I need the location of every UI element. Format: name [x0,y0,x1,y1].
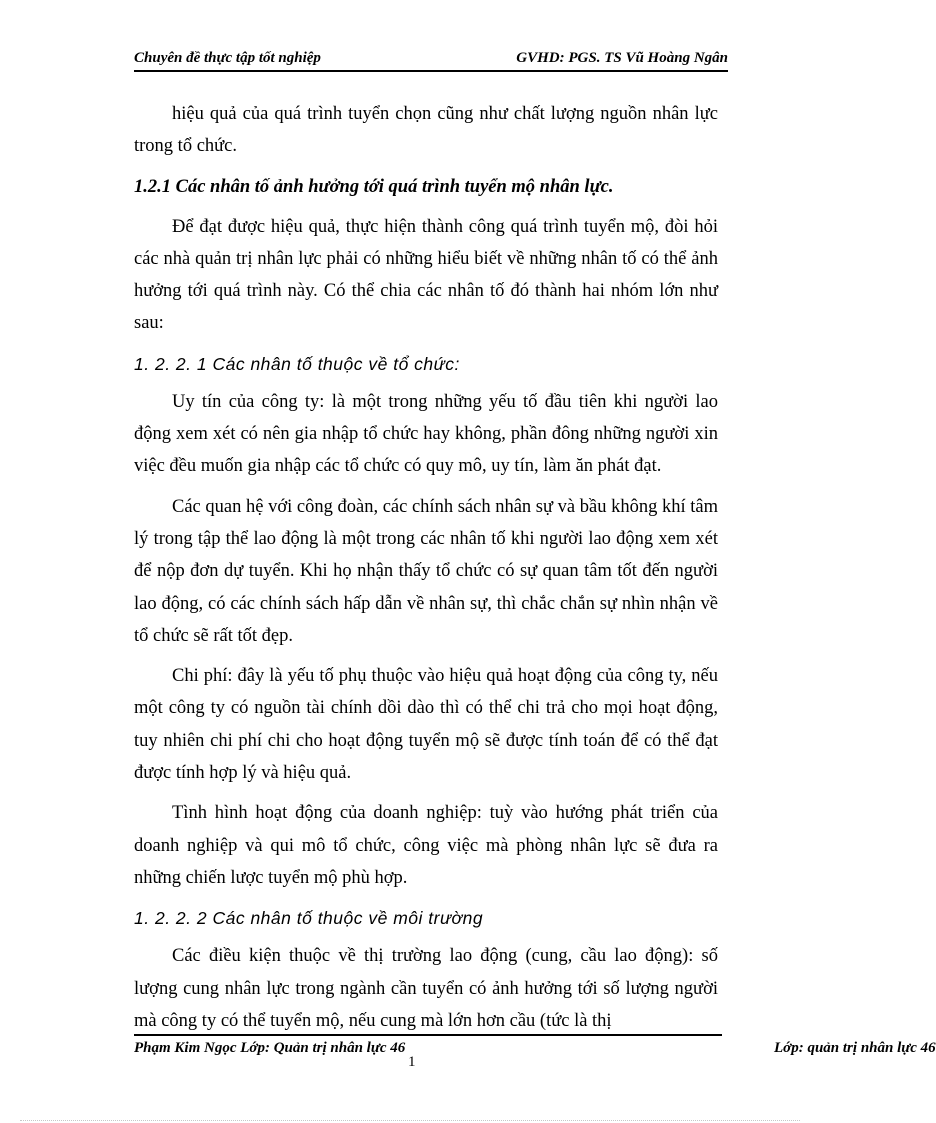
paragraph-union-relations: Các quan hệ với công đoàn, các chính sách nhân sự và bầu không khí tâm lý trong tập thể lao động là một trong các nhân tố khi người lao động xem xét để nộp đơn dự tuyển. Khi họ nhận thấy tổ chức có sự quan tâm tốt đến người lao động, có các chính sách hấp dẫn về nhân sự, thì chắc chắn sự nhìn nhận về tổ chức sẽ rất tốt đẹp. [134,496,718,646]
section-heading-1-2-1: 1.2.1 Các nhân tố ảnh hưởng tới quá trình tuyển mộ nhân lực. [134,176,614,197]
header-supervisor: GVHD: PGS. TS Vũ Hoàng Ngân [516,50,728,66]
paragraph-continued: hiệu quả của quá trình tuyển chọn cũng như chất lượng nguồn nhân lực trong tổ chức. [134,104,718,157]
page-header [134,48,728,72]
page-number: 1 [408,1054,416,1070]
paragraph-intro: Để đạt được hiệu quả, thực hiện thành công quá trình tuyển mộ, đòi hỏi các nhà quản trị nhân lực phải có những hiểu biết về những nhân tố có thể ảnh hưởng tới quá trình này. Có thể chia các nhân tố đó thành hai nhóm lớn như sau: [134,216,718,334]
footer-divider [134,1034,722,1036]
document-body [134,98,718,1045]
paragraph-labor-market: Các điều kiện thuộc về thị trường lao động (cung, cầu lao động): số lượng cung nhân lực trong ngành cần tuyển có ảnh hưởng tới số lượng người mà công ty có thể tuyển mộ, nếu cung mà lớn hơn cầu (tức là thị [134,946,718,1031]
subsection-heading-organization: 1. 2. 2. 1 Các nhân tố thuộc về tổ chức: [134,353,460,374]
header-left-title: Chuyên đề thực tập tốt nghiệp [134,50,321,66]
subsection-heading-environment: 1. 2. 2. 2 Các nhân tố thuộc về môi trường [134,908,484,929]
footer-class: Lớp: quản trị nhân lực 46 [774,1040,936,1056]
paragraph-reputation: Uy tín của công ty: là một trong những yếu tố đầu tiên khi người lao động xem xét có nên gia nhập tổ chức hay không, phần đông những người xin việc đều muốn gia nhập các tổ chức có quy mô, uy tín, làm ăn phát đạt. [134,391,718,477]
paragraph-cost: Chi phí: đây là yếu tố phụ thuộc vào hiệu quả hoạt động của công ty, nếu một công ty có nguồn tài chính dồi dào thì có thể chi trả cho mọi hoạt động, tuy nhiên chi phí chi cho hoạt động tuyển mộ sẽ được tính toán để có thể đạt được tính hợp lý và hiệu quả. [134,666,718,784]
page-bottom-border [20,1120,800,1121]
footer-author: Phạm Kim Ngọc Lớp: Quản trị nhân lực 46 [134,1040,406,1056]
paragraph-business-situation: Tình hình hoạt động của doanh nghiệp: tuỳ vào hướng phát triển của doanh nghiệp và qui mô tổ chức, công việc mà phòng nhân lực sẽ đưa ra những chiến lược tuyển mộ phù hợp. [134,803,718,888]
